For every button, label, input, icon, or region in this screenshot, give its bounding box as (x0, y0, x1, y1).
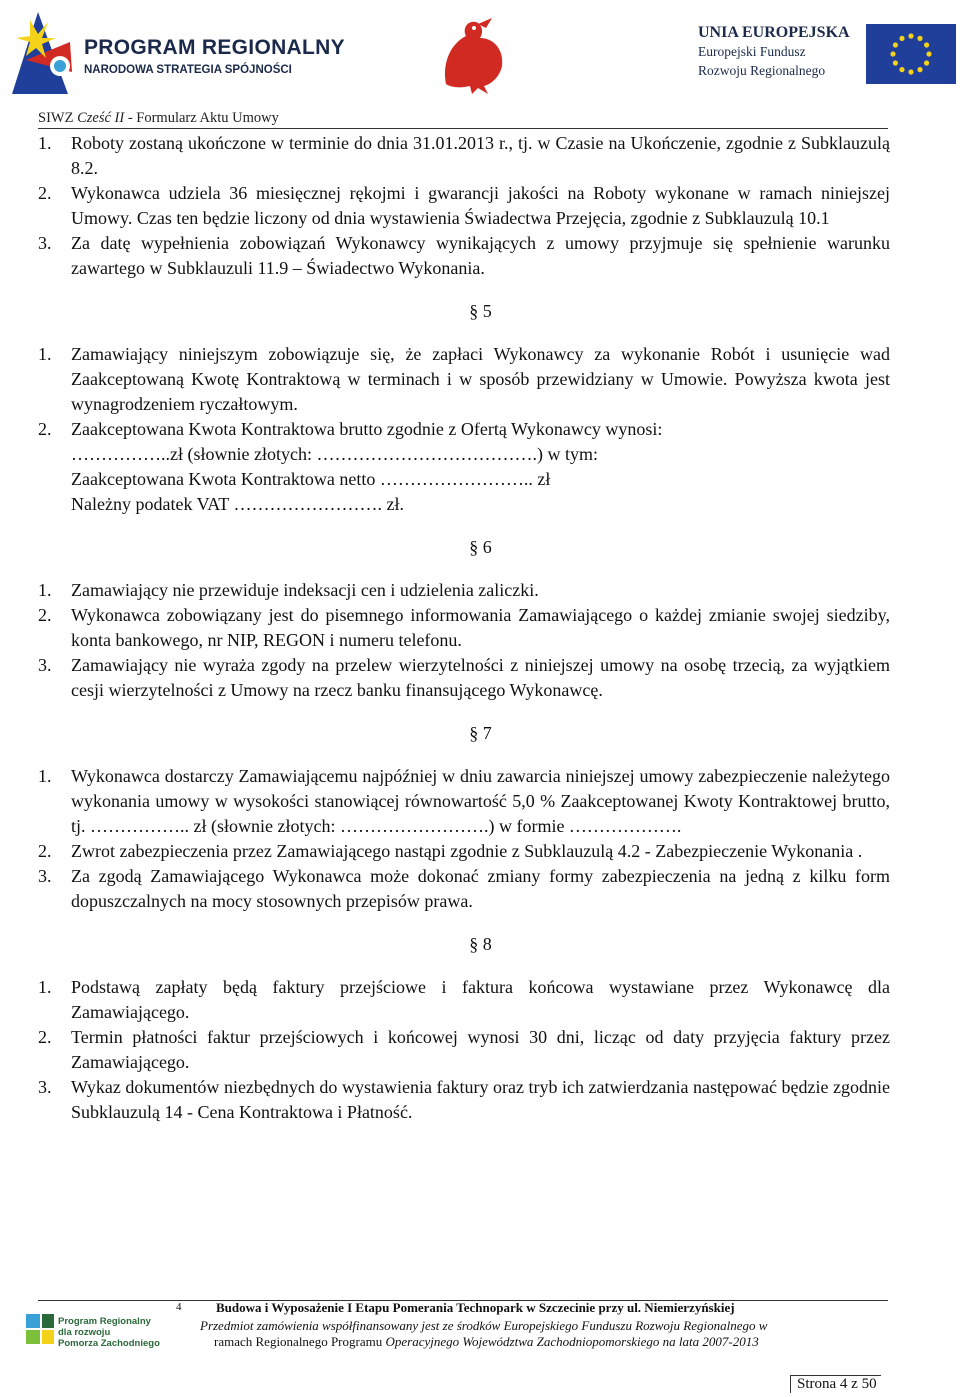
list-item (38, 975, 890, 1025)
item-text: Za datę wypełnienia zobowiązań Wykonawcy wynikających z umowy przyjmuje się spełnienie warunku zawartego w Subklauzuli 11.9 – Świadectwo Wykonania. (71, 233, 890, 278)
siwz-rest: - Formularz Aktu Umowy (124, 110, 279, 126)
item-text: Wykonawca zobowiązany jest do pisemnego informowania Zamawiającego o każdej zmianie swojej siedziby, konta bankowego, nr NIP, REGON i numeru telefonu. (71, 605, 890, 650)
item-text: Zamawiający nie wyraża zgody na przelew wierzytelności z niniejszej umowy na osobę trzecią, za wyjątkiem cesji wierzytelności z Umowy na rzecz banku finansującego Wykonawcę. (71, 655, 890, 700)
item-text: Za zgodą Zamawiającego Wykonawca może dokonać zmiany formy zabezpieczenia na jedną z kilku form dopuszczalnych na mocy stosownych przepisów prawa. (71, 866, 890, 911)
item-number: 3. (38, 655, 52, 675)
item-number: 2. (38, 419, 52, 439)
list-item (38, 181, 890, 231)
eu-flag-icon (866, 24, 956, 84)
item-number: 2. (38, 605, 52, 625)
footnote-number: 4 (176, 1301, 182, 1313)
list-item (38, 839, 890, 864)
eu-line-2: Europejski Fundusz (698, 44, 806, 59)
section-heading-6: § 6 (469, 537, 492, 557)
document-body (38, 131, 890, 1125)
amount-vat-line: Należny podatek VAT ……………………. zł. (71, 494, 404, 514)
item-text: Wykaz dokumentów niezbędnych do wystawienia faktury oraz tryb ich zatwierdzania następować będzie zgodnie Subklauzulą 14 - Cena Kontraktowa i Płatność. (71, 1077, 890, 1122)
item-text: Zwrot zabezpieczenia przez Zamawiającego nastąpi zgodnie z Subklauzulą 4.2 - Zabezpieczenie Wykonania . (71, 841, 863, 861)
item-text: Zamawiający niniejszym zobowiązuje się, że zapłaci Wykonawcy za wykonanie Robót i usunięcie wad Zaakceptowaną Kwotę Kontraktową w terminach i w sposób przewidziany w Umowie. Powyższa kwota jest wynagrodzeniem ryczałtowym. (71, 344, 890, 414)
eu-line-3: Rozwoju Regionalnego (698, 63, 826, 78)
amount-line (38, 442, 890, 467)
program-subtitle: NARODOWA STRATEGIA SPÓJNOŚCI (84, 64, 292, 76)
item-text: Zaakceptowana Kwota Kontraktowa brutto zgodnie z Ofertą Wykonawcy wynosi: (71, 419, 663, 439)
item-number: 1. (38, 344, 52, 364)
item-number: 1. (38, 580, 52, 600)
item-number: 2. (38, 841, 52, 861)
item-number: 3. (38, 866, 52, 886)
list-item (38, 1025, 890, 1075)
page-indicator: Strona 4 z 50 (790, 1375, 881, 1393)
program-title: PROGRAM REGIONALNY (84, 36, 345, 59)
eu-text-block (698, 24, 858, 80)
page-header (0, 0, 960, 105)
siwz-prefix: SIWZ (38, 110, 78, 126)
item-text: Wykonawca udziela 36 miesięcznej rękojmi i gwarancji jakości na Roboty wykonane w ramach niniejszej Umowy. Czas ten będzie liczony od dnia wystawienia Świadectwa Przejęcia, zgodnie z Subklauzulą 10.1 (71, 183, 890, 228)
list-item (38, 864, 890, 914)
eu-title: UNIA EUROPEJSKA (698, 24, 850, 41)
item-number: 1. (38, 133, 52, 153)
amount-net-line: Zaakceptowana Kwota Kontraktowa netto …………………….. zł (71, 469, 551, 489)
list-item (38, 231, 890, 281)
item-number: 1. (38, 977, 52, 997)
section-heading-5: § 5 (469, 301, 492, 321)
footer-program-line-b: Operacyjnego Województwa Zachodniopomorskiego na lata 2007-2013 (385, 1334, 759, 1349)
amount-gross-line: ……………..zł (słownie złotych: ……………………………….) w tym: (71, 444, 598, 464)
siwz-part: Cześć II (77, 110, 125, 126)
amount-line (38, 492, 890, 517)
pomorze-logo-text: Program Regionalny dla rozwoju Pomorza Zachodniego (58, 1316, 160, 1349)
item-number: 3. (38, 233, 52, 253)
footer-program-line-a: ramach Regionalnego Programu (214, 1334, 386, 1349)
header-divider (38, 128, 888, 129)
item-number: 3. (38, 1077, 52, 1097)
item-number: 2. (38, 1027, 52, 1047)
list-item (38, 653, 890, 703)
item-text: Podstawą zapłaty będą faktury przejściowe i faktura końcowa wystawiane przez Wykonawcę dla Zamawiającego. (71, 977, 890, 1022)
list-item (38, 764, 890, 839)
section-heading-7: § 7 (469, 723, 492, 743)
list-item (38, 342, 890, 417)
item-text: Zamawiający nie przewiduje indeksacji cen i udzielenia zaliczki. (71, 580, 539, 600)
list-item (38, 603, 890, 653)
list-item (38, 578, 890, 603)
item-text: Termin płatności faktur przejściowych i końcowej wynosi 30 dni, licząc od daty przyjęcia faktury przez Zamawiającego. (71, 1027, 890, 1072)
griffin-emblem-icon (432, 14, 514, 96)
item-text: Wykonawca dostarczy Zamawiającemu najpóźniej w dniu zawarcia niniejszej umowy zabezpieczenie należytego wykonania umowy w wysokości stanowiącej równowartość 5,0 % Zaakceptowanej Kwoty Kontraktowej brutto, tj. …………….. zł (słownie złotych: …………………….) w formie ………………. (71, 766, 890, 836)
list-item (38, 417, 890, 442)
amount-line (38, 467, 890, 492)
footer-program-line (214, 1334, 759, 1350)
section-heading-8: § 8 (469, 934, 492, 954)
item-text: Roboty zostaną ukończone w terminie do dnia 31.01.2013 r., tj. w Czasie na Ukończenie, zgodnie z Subklauzulą 8.2. (71, 133, 890, 178)
list-item (38, 1075, 890, 1125)
item-number: 2. (38, 183, 52, 203)
document-header-label (38, 110, 279, 127)
footer-project-title: Budowa i Wyposażenie I Etapu Pomerania Technopark w Szczecinie przy ul. Niemierzyńskiej (216, 1300, 735, 1315)
list-item (38, 131, 890, 181)
item-number: 1. (38, 766, 52, 786)
footer-funding-line: Przedmiot zamówienia współfinansowany jest ze środków Europejskiego Funduszu Rozwoju Regionalnego w (200, 1318, 768, 1333)
